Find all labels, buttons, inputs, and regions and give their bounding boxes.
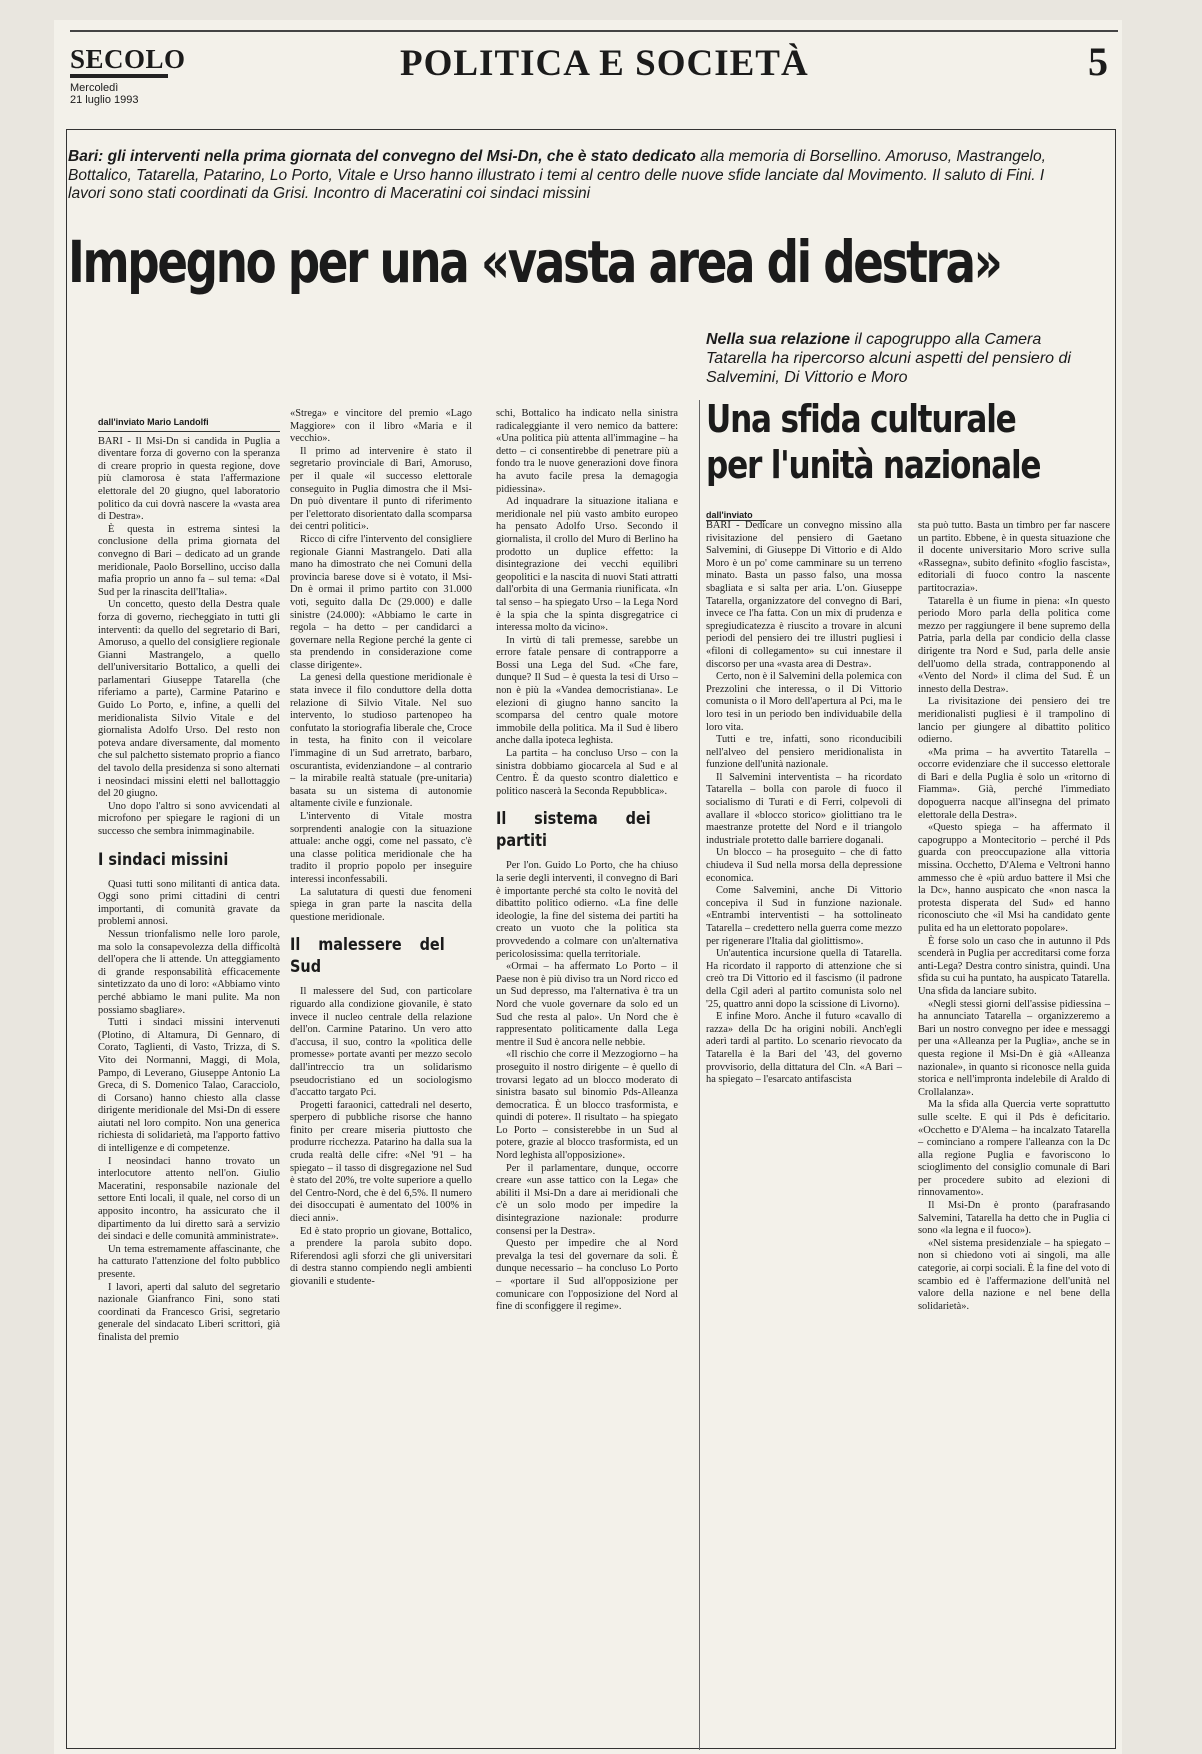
article2-paragraph: sta può tutto. Basta un timbro per far nascere un partito. Ebbene, è in questa situazione che il docente universitario Moro scrive sulla «Rassegna», subito definito «foglio fascista», editoriali di fuoco contro la nascente partitocrazia». <box>918 520 1110 594</box>
article1-paragraph: «Ormai – ha affermato Lo Porto – il Paese non è più diviso tra un Nord ricco ed un Sud depresso, ma l'alternativa è tra un Nord che vuole governare da solo ed un Sud che resta al palo». Un Nord che è rappresentato politicamente dalla Lega mentre il Sud è ancora nelle nebbie. <box>496 961 678 1048</box>
article2-paragraph: Tatarella è un fiume in piena: «In questo periodo Moro parla della politica come mezzo per raggiungere il bene supremo della Patria, parla della par condicio della classe dirigente tra Nord e Sud, parla delle ansie dell'uomo della strada, contrapponendo al «Vento del Nord» il clima del Sud. È un innesto della Destra». <box>918 595 1110 695</box>
article2-byline: dall'inviato <box>706 510 766 521</box>
newspaper-logo: SECOLO <box>70 44 186 74</box>
summary-kicker <box>68 148 1078 204</box>
article2-paragraph: Certo, non è il Salvemini della polemica con Prezzolini che interessa, o il Di Vittorio comunista o il Moro dell'apertura al Pci, ma le loro tesi in un periodo ben individuabile della loro vita. <box>706 671 902 733</box>
article2-paragraph: «Nel sistema presidenziale – ha spiegato – non si chiedono voti ai singoli, ma alle categorie, ai corpi sociali. È la fine del voto di scambio ed è l'affermazione dell'unità nel valore della nazione e nel bene della solidarietà». <box>918 1237 1110 1312</box>
article1-paragraph: Per il parlamentare, dunque, occorre creare «un asse tattico con la Lega» che abiliti il Msi-Dn a dare ai meridionali che c'è un solo modo per impedire la disintegrazione nazionale: produrre consensi per la Destra». <box>496 1162 678 1237</box>
main-headline: Impegno per una «vasta area di destra» <box>68 228 1001 296</box>
article1-paragraph: Progetti faraonici, cattedrali nel deserto, sperpero di pubbliche risorse che hanno finito per creare miseria piuttosto che produrre ricchezza. Patarino ha dalla sua la cruda realtà delle cifre: «Nel '91 – ha spiegato – il tasso di disgregazione nel Sud è stato del 20%, tre volte superiore a quello del Centro-Nord, che è del 6,5%. Il numero dei disoccupati è aumentato del 100% in dieci anni». <box>290 1099 472 1225</box>
article2-paragraph: «Ma prima – ha avvertito Tatarella – occorre evidenziare che il successo elettorale di Bari e della Puglia è solo un «ritorno di Fiamma». Già, perché l'immediato dopoguerra nacque all'insegna del primato elettorale della Destra». <box>918 746 1110 821</box>
article1-paragraph: I lavori, aperti dal saluto del segretario nazionale Gianfranco Fini, sono stati coordinati da Francesco Grisi, segretario generale del sindacato Liberi scrittori, già finalista del premio <box>98 1281 280 1343</box>
article1-paragraph: Il malessere del Sud, con particolare riguardo alla condizione giovanile, è stato invece il nucleo centrale della relazione dell'on. Carmine Patarino. Un vero atto d'accusa, il suo, contro la «politica delle promesse» portate avanti per mezzo secolo dall'intreccio tra un solidarismo pseudocristiano ed un sociologismo d'accatto targato Pci. <box>290 986 472 1099</box>
article1-paragraph: Ed è stato proprio un giovane, Bottalico, a prendere la parola subito dopo. Riferendosi agli sforzi che gli universitari di destra stanno compiendo negli ambienti giovanili e studente- <box>290 1225 472 1287</box>
article2-paragraph: Tutti e tre, infatti, sono riconducibili nell'alveo del pensiero meridionalista in funzione dell'unità nazionale. <box>706 734 902 771</box>
column-divider <box>699 400 700 1750</box>
article1-paragraph: schi, Bottalico ha indicato nella sinistra radicaleggiante il vero nemico da battere: «Una politica più attenta all'immagine – ha detto – ci consentirebbe di penetrare più a fondo tra le nuove generazioni dove finora ha avuto facile presa la demagogia pidiessina». <box>496 408 678 495</box>
issue-date <box>70 82 139 106</box>
article2-column-2 <box>918 520 1110 1313</box>
article1-paragraph: Uno dopo l'altro si sono avvicendati al microfono per spiegare le ragioni di un successo che sembra inimmaginabile. <box>98 800 280 837</box>
article2-paragraph: E infine Moro. Anche il futuro «cavallo di razza» della Dc ha origini nobili. Anch'egli aderì tardi al partito. Lo scenario rievocato da Tatarella è la Bari del '43, del governo provvisorio, della dittatura del Cln. «A Bari – ha spiegato – l'esarcato antifascista <box>706 1011 902 1086</box>
article2-headline: Una sfida culturale per l'unità nazionale <box>706 397 1041 487</box>
section-title: POLITICA E SOCIETÀ <box>400 43 809 84</box>
article1-paragraph: Un concetto, questo della Destra quale forza di governo, riecheggiato in tutti gli interventi: da quello del segretario di Bari, Amoruso, a quello del consigliere regionale Gianni Mastrangelo, a quello dell'universitario Bottalico, a quelli dei parlamentari Giuseppe Tatarella (che riferiamo a parte), Carmine Patarino e Guido Lo Porto, e, infine, a quelli del meridionalista Silvio Vitale e del giornalista Adolfo Urso. Del resto non poteva andare diversamente, dal momento che sul palchetto sistemato proprio a fianco del tavolo della presidenza si sono alternati i neosindaci missini eletti nel ballottaggio del 20 giugno. <box>98 599 280 800</box>
summary-rest: alla memoria di Borsellino. Amoruso, Mastrangelo, Bottalico, Tatarella, Patarino, Lo Porto, Vitale e Urso hanno illustrato i temi al centro delle nuove sfide lanciate dal Movimento. Il saluto di Fini. I lavori sono stati coordinati da Grisi. Incontro di Maceratini coi sindaci missini <box>68 148 1046 202</box>
article2-kicker <box>706 330 1106 387</box>
subhead-sistema-partiti: Il sistema dei partiti <box>496 809 651 852</box>
article1-paragraph: La genesi della questione meridionale è stata invece il filo conduttore della dotta relazione di Silvio Vitale. Nel suo intervento, lo studioso partenopeo ha confutato la storiografia liberale che, Croce in testa, ha finito con il veicolare l'immagine di un Sud arretrato, barbaro, oscurantista, evidenziandone – al contrario – la mirabile realtà statuale (pre-unitaria) basata su un sistema di autonomie altamente civile e funzionale. <box>290 672 472 810</box>
article1-paragraph: «Il rischio che corre il Mezzogiorno – ha proseguito il nostro dirigente – è quello di trovarsi legato ad un blocco moderato di sinistra basato sul binomio Pds-Alleanza democratica. È un blocco trasformista, e quindi di potere». Il risultato – ha spiegato Lo Porto – consisterebbe in un Sud al potere, grazie al blocco trasformista, ed un Nord leghista all'opposizione». <box>496 1049 678 1162</box>
article1-paragraph: BARI - Il Msi-Dn si candida in Puglia a diventare forza di governo con la speranza di creare proprio in questa regione, dove più clamorosa è stata l'affermazione elettorale del 20 giugno, quel laboratorio politico da cui dovrà nascere la «vasta area di Destra». <box>98 435 280 523</box>
article1-paragraph: Per l'on. Guido Lo Porto, che ha chiuso la serie degli interventi, il convegno di Bari è importante perché sta colto le novità del dibattito politico odierno. «La fine delle ideologie, la fine del sistema dei partiti ha creato un vuoto che la politica sta provvedendo a colmare con un'alternativa pericolosissima: quella territoriale. <box>496 860 678 960</box>
issue-day: Mercoledì <box>70 82 119 94</box>
subhead-sindaci: I sindaci missini <box>98 849 229 870</box>
article1-column-1 <box>98 416 280 1345</box>
article1-paragraph: Nessun trionfalismo nelle loro parole, ma solo la consapevolezza della difficoltà dell'opera che li attende. Un atteggiamento di grande responsabilità efficacemente sintetizzato da uno di loro: «Abbiamo vinto perché abbiamo le mani pulite. Ma non possiamo sbagliare». <box>98 928 280 1016</box>
article2-paragraph: Un'autentica incursione quella di Tatarella. Ha ricordato il rapporto di attenzione che si creò tra Di Vittorio ed il fascismo (il padrone della Cgil aderì al partito comunista solo nel '25, quattro anni dopo la scissione di Livorno). <box>706 948 902 1010</box>
article2-paragraph: Il Msi-Dn è pronto (parafrasando Salvemini, Tatarella ha detto che in Puglia ci sono «la legna e il fuoco»). <box>918 1200 1110 1237</box>
article2-paragraph: Ma la sfida alla Quercia verte soprattutto sulle scelte. E qui il Pds è deficitario. «Occhetto e D'Alema – ha incalzato Tatarella – cominciano a rompere l'alleanza con la Dc alla regione Puglia e favoriscono lo scioglimento del consiglio comunale di Bari per procedere subito ad elezioni di rinnovamento». <box>918 1099 1110 1199</box>
article1-paragraph: In virtù di tali premesse, sarebbe un errore fatale pensare di contrapporre a Bossi una Lega del Sud. «Che fare, dunque? Il Sud – è questa la tesi di Urso – non è più la «Vandea democristiana». Le elezioni di giugno hanno sancito la scomparsa del centro quale motore immobile della politica. Ma il Sud è libero anche dalla ipoteca leghista. <box>496 634 678 747</box>
article2-paragraph: BARI - Dedicare un convegno missino alla rivisitazione del pensiero di Gaetano Salvemini, di Giuseppe Di Vittorio e di Aldo Moro è un po' come camminare su un terreno minato. Basta un passo falso, una mossa sbagliata e si salta per aria. L'on. Giuseppe Tatarella, organizzatore del convegno di Bari, invece ce l'ha fatta. Con un mix di prudenza e spregiudicatezza è riuscito a trovare in alcuni periodi del pensiero dei tre illustri pugliesi i «filoni di collegamento» su cui innestare il discorso per una «vasta area di Destra». <box>706 520 902 670</box>
article2-paragraph: «Questo spiega – ha affermato il capogruppo a Montecitorio – perché il Pds guarda con preoccupazione alla vittoria missina. Occhetto, D'Alema e Veltroni hanno ammesso che è «più arduo battere il Msi che la Dc», hanno auspicato che «non nasca la protesta disperata del Sud» ed hanno riconosciuto che «il Msi ha candidato gente pulita ed ha un elettorato popolare». <box>918 822 1110 934</box>
article1-paragraph: Tutti i sindaci missini intervenuti (Plotino, di Altamura, Di Gennaro, di Corato, Taglienti, di Vasto, Trizza, di S. Vito dei Normanni, Maggi, di Mola, Pampo, di Leverano, Giuseppe Antonio La Greca, di S. Domenico Talao, Caracciolo, di Corsano) hanno chiesto alla classe dirigente meridionale del Msi-Dn di essere aiutati nel loro compito. Non una generica richiesta di solidarietà, ma l'apporto fattivo di intelligenze e di competenze. <box>98 1017 280 1155</box>
article1-paragraph: La partita – ha concluso Urso – con la sinistra dobbiamo giocarcela al Sud e al Centro. È da questo scontro dialettico e politico nascerà la Seconda Repubblica». <box>496 748 678 797</box>
article2-paragraph: La rivisitazione dei pensiero dei tre meridionalisti pugliesi è il trampolino di lancio per giungere al dibattito politico odierno. <box>918 696 1110 746</box>
article2-paragraph: Il Salvemini interventista – ha ricordato Tatarella – bolla con parole di fuoco il socialismo di Turati e di Ferri, colpevoli di avallare il «blocco storico» giolittiano tra le maestranze protette del Nord e il triangolo industriale protetto dalle barriere doganali. <box>706 771 902 846</box>
logo-underline <box>70 74 168 78</box>
article1-paragraph: L'intervento di Vitale mostra sorprendenti analogie con la situazione attuale: anche oggi, come nel passato, c'è una classe politica meridionale che ha tradito il proprio popolo per inseguire interessi inconfessabili. <box>290 811 472 885</box>
article2-kicker-bold: Nella sua relazione <box>706 331 851 348</box>
page-number: 5 <box>1088 39 1108 84</box>
article1-paragraph: Un tema estremamente affascinante, che ha catturato l'attenzione del folto pubblico presente. <box>98 1243 280 1280</box>
article1-column-3 <box>496 408 678 1314</box>
article1-paragraph: Ricco di cifre l'intervento del consigliere regionale Gianni Mastrangelo. Dati alla mano ha dimostrato che nei Comuni della provincia barese dove si è votato, il Msi-Dn è ormai il primo partito con 31.000 voti, seguito dalla Dc (29.000) e dalle sinistre (24.000): «Abbiamo le carte in regola – ha detto – per candidarci a governare nella Regione perché la gente ci sta prendendo in considerazione come classe dirigente». <box>290 533 472 671</box>
article1-paragraph: È questa in estrema sintesi la conclusione della prima giornata del convegno di Bari – dedicato ad un grande meridionale, Paolo Borsellino, ucciso dalla mafia proprio un anno fa – sul tema: «Dal Sud per la rinascita dell'Italia». <box>98 523 280 598</box>
article2-paragraph: È forse solo un caso che in autunno il Pds scenderà in Puglia per accreditarsi come forza anti-Lega? Destra contro sinistra, quindi. Una sfida su cui ha puntato, ha auspicato Tatarella. Una sfida da lanciare subito. <box>918 935 1110 997</box>
summary-bold: Bari: gli interventi nella prima giornata del convegno del Msi-Dn, che è stato dedicato <box>68 148 696 165</box>
article1-paragraph: «Strega» e vincitore del premio «Lago Maggiore» con il libro «Maria e il vecchio». <box>290 408 472 445</box>
article2-paragraph: Come Salvemini, anche Di Vittorio concepiva il Sud in funzione nazionale. «Entrambi interventisti – ha sottolineato Tatarella – credettero nella guerra come mezzo per rigenerare l'Italia dal giolittismo». <box>706 885 902 947</box>
article2-paragraph: Un blocco – ha proseguito – che di fatto chiudeva il Sud nella morsa della depressione economica. <box>706 847 902 884</box>
article2-paragraph: «Negli stessi giorni dell'assise pidiessina – ha annunciato Tatarella – organizzeremo a Bari un nostro convegno per idee e messaggi per una «Alleanza per la Puglia», anche se in questa regione il Msi-Dn è già «Alleanza nazionale», in quanto si riconosce nella guida storica e nell'impronta indelebile di Araldo di Crollalanza». <box>918 998 1110 1098</box>
subhead-malessere: Il malessere del Sud <box>290 935 445 978</box>
article1-paragraph: Il primo ad intervenire è stato il segretario provinciale di Bari, Amoruso, per il quale «il successo elettorale conseguito in Puglia dimostra che il Msi-Dn può diventare il punto di riferimento per l'elettorato disorientato dalla scomparsa dei centri politici». <box>290 445 472 533</box>
article1-paragraph: Questo per impedire che al Nord prevalga la tesi del governare da soli. È dunque necessario – ha concluso Lo Porto – «portare il Sud all'opposizione per comunicare con l'opposizione del Nord al fine di sconfiggere il regime». <box>496 1238 678 1313</box>
article1-column-2 <box>290 408 472 1289</box>
article1-paragraph: I neosindaci hanno trovato un interlocutore attento nell'on. Giulio Maceratini, responsabile nazionale del settore Enti locali, il quale, nel corso di un apposito incontro, ha assicurato che il dipartimento da lui diretto sarà a servizio dei sindaci e delle comunità amministrate». <box>98 1155 280 1243</box>
article1-paragraph: La salutatura di questi due fenomeni spiega in gran parte la nascita della questione meridionale. <box>290 886 472 923</box>
article2-kicker-rest: il capogruppo alla Camera Tatarella ha ripercorso alcuni aspetti del pensiero di Salvemini, Di Vittorio e Moro <box>706 331 1071 386</box>
masthead <box>70 30 1118 110</box>
article1-byline: dall'inviato Mario Landolfi <box>98 416 280 432</box>
article1-paragraph: Ad inquadrare la situazione italiana e meridionale nel più vasto ambito europeo ha pensato Adolfo Urso. Secondo il giornalista, il crollo del Muro di Berlino ha prodotto un duplice effetto: la disintegrazione dei vecchi equilibri geopolitici e la nascita di nuovi Stati attratti dall'orbita di una Germania riunificata. «In tal senso – ha spiegato Urso – la Lega Nord è la spia che la spinta disgregatrice ci interessa molto da vicino». <box>496 496 678 634</box>
article2-column-1 <box>706 520 902 1087</box>
article1-paragraph: Quasi tutti sono militanti di antica data. Oggi sono primi cittadini di centri importanti, di comunità gravate da problemi annosi. <box>98 878 280 928</box>
issue-full-date: 21 luglio 1993 <box>70 94 139 106</box>
